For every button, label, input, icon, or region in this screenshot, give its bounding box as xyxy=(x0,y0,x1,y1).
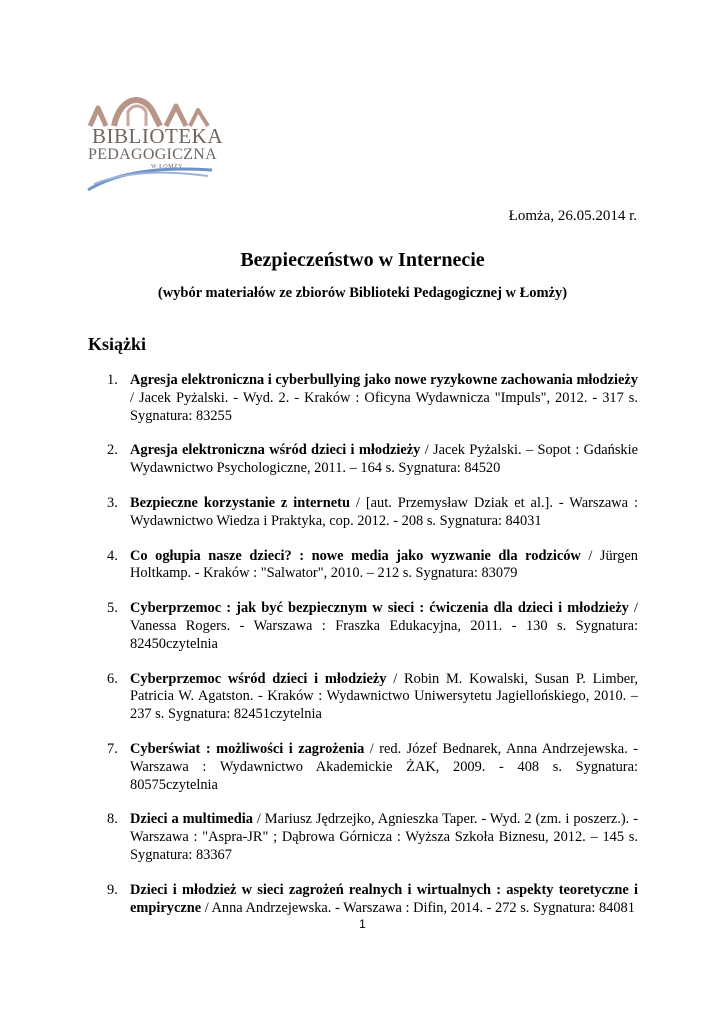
book-title: Cyberświat : możliwości i zagrożenia xyxy=(130,740,365,757)
book-title: Dzieci a multimedia xyxy=(130,811,253,828)
book-list-item xyxy=(104,372,638,425)
item-number: 5. xyxy=(107,600,118,617)
section-heading-books: Książki xyxy=(88,334,147,354)
item-number: 4. xyxy=(107,547,118,564)
book-details: / red. Józef Bednarek, Anna Andrzejewska. - Warszawa : Wydawnictwo Akademickie ŻAK, 2009. - 408 s. Sygnatura: 80575czytelnia xyxy=(130,740,638,793)
book-title: Agresja elektroniczna wśród dzieci i młodzieży xyxy=(130,442,421,459)
book-details: / Jürgen Holtkamp. - Kraków : "Salwator", 2010. – 212 s. Sygnatura: 83079 xyxy=(130,547,638,582)
book-title: Agresja elektroniczna i cyberbullying jako nowe ryzykowne zachowania młodzieży xyxy=(130,372,638,388)
book-list-item xyxy=(104,882,638,918)
book-list-item xyxy=(104,442,638,478)
book-details: / Mariusz Jędrzejko, Agnieszka Taper. - Wyd. 2 (zm. i poszerz.). - Warszawa : "Aspra-JR" ; Dąbrowa Górnicza : Wyższa Szkoła Biznesu, 2012. – 145 s. Sygnatura: 83367 xyxy=(130,811,638,863)
item-number: 8. xyxy=(107,811,118,828)
book-list-item xyxy=(104,671,638,724)
book-details: / Robin M. Kowalski, Susan P. Limber, Patricia W. Agatston. - Kraków : Wydawnictwo Uniwersytetu Jagiellońskiego, 2010. – 237 s. Sygnatura: 82451czytelnia xyxy=(130,670,638,723)
book-details: / [aut. Przemysław Dziak et al.]. - Warszawa : Wydawnictwo Wiedza i Praktyka, cop. 2012. - 208 s. Sygnatura: 84031 xyxy=(130,494,638,529)
book-title: Co ogłupia nasze dzieci? : nowe media jako wyzwanie dla rodziców xyxy=(130,547,581,564)
document-date: Łomża, 26.05.2014 r. xyxy=(508,208,637,224)
logo-text-line2: PEDAGOGICZNA xyxy=(88,146,217,163)
item-number: 2. xyxy=(107,442,118,459)
book-details: / Jacek Pyżalski. - Wyd. 2. - Kraków : Oficyna Wydawnicza "Impuls", 2012. - 317 s. Sygnatura: 83255 xyxy=(130,389,638,424)
book-list-item xyxy=(104,548,638,584)
book-details: / Jacek Pyżalski. – Sopot : Gdańskie Wydawnictwo Psychologiczne, 2011. – 164 s. Sygnatura: 84520 xyxy=(130,442,639,477)
book-list-item xyxy=(104,600,638,653)
book-list xyxy=(104,372,638,934)
book-details: / Vanessa Rogers. - Warszawa : Fraszka Edukacyjna, 2011. - 130 s. Sygnatura: 82450czytelnia xyxy=(130,600,638,652)
logo-text-line1: BIBLIOTEKA xyxy=(92,124,223,148)
book-list-item xyxy=(104,495,638,531)
book-title: Cyberprzemoc wśród dzieci i młodzieży xyxy=(130,670,387,687)
book-title: Bezpieczne korzystanie z internetu xyxy=(130,494,350,511)
item-number: 9. xyxy=(107,881,118,898)
item-number: 3. xyxy=(107,494,118,511)
item-number: 7. xyxy=(107,740,118,757)
book-title: Dzieci i młodzież w sieci zagrożeń realnych i wirtualnych : aspekty teoretyczne i empiryczne xyxy=(130,881,638,916)
logo-text-line3: W ŁOMŻY xyxy=(151,164,183,170)
item-number: 1. xyxy=(107,372,118,388)
book-details: / Anna Andrzejewska. - Warszawa : Difin, 2014. - 272 s. Sygnatura: 84081 xyxy=(201,899,635,916)
item-number: 6. xyxy=(107,670,118,687)
book-list-item xyxy=(104,741,638,794)
document-subtitle: (wybór materiałów ze zbiorów Biblioteki Pedagogicznej w Łomży) xyxy=(157,285,568,301)
book-list-item xyxy=(104,811,638,864)
page-number: 1 xyxy=(359,917,366,931)
book-title: Cyberprzemoc : jak być bezpiecznym w sieci : ćwiczenia dla dzieci i młodzieży xyxy=(130,600,629,617)
library-logo xyxy=(84,86,223,196)
document-title: Bezpieczeństwo w Internecie xyxy=(240,249,485,271)
